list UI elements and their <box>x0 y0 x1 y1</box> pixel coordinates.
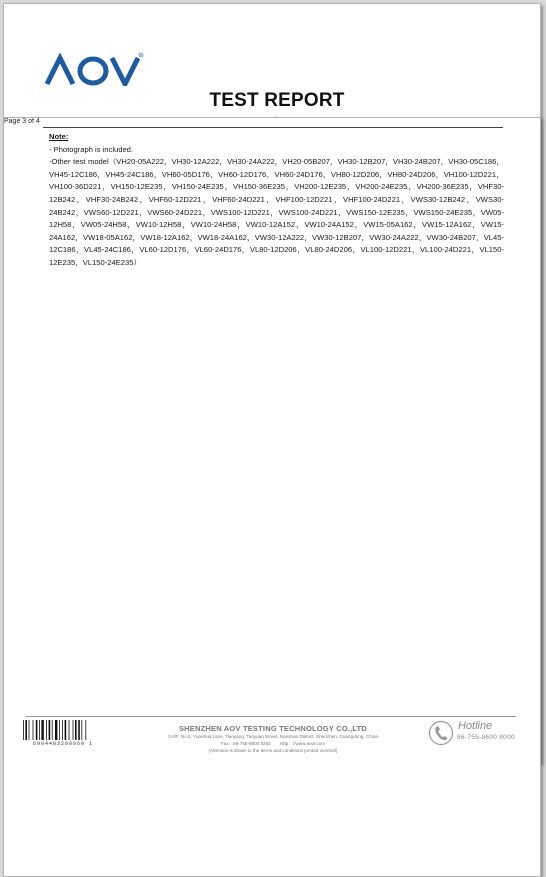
page-indicator: Page 3 of 4 <box>3 117 541 877</box>
aov-logo <box>44 52 144 86</box>
phone-icon <box>428 720 454 746</box>
company-name: SHENZHEN AOV TESTING TECHNOLOGY CO.,LTD <box>178 724 368 733</box>
terms-attention: (Attention is drawn to the terms and conditions printed overleaf) <box>208 748 338 753</box>
barcode-number: 6904403200960 1 <box>32 741 93 747</box>
hotline-number: 86-755-8600 8000 <box>457 734 515 741</box>
photograph-note: - Photograph is included. <box>49 144 134 154</box>
footer-divider <box>26 716 516 717</box>
note-section <box>49 131 504 270</box>
hotline-label: Hotline <box>458 720 493 732</box>
company-contact: Fax：86-755-8600 8282 Http：//www.aovt.com <box>220 741 326 746</box>
other-test-models: -Other test model（VH20-05A222，VH30-12A222，VH30-24A222，VH20-05B207，VH30-12B207，VH30-24B207，VH30-05C186，VH45-12C186，VH45-24C186，VH60-05D176，VH60-12D176，VH60-24D176，VH80-12D206，VH80-24D206，VH100-12D221，VH100-36D221，VH150-12E235，VH150-24E235，VH150-36E235，VH200-12E235，VH200-24E235，VH200-36E235，VHF30-12B242，VHF30-24B242，VHF60-12D221，VHF60-24D221，VHF100-12D221，VHF100-24D221，VWS30-12B242，VWS30-24B242，VWS60-12D221，VWS60-24D221，VWS100-12D221，VWS100-24D221，VWS150-12E235，VWS150-24E235，VW05-12H58，VW05-24H58，VW10-12H58，VW10-24H58，VW10-12A152，VW10-24A152，VW15-05A162，VW15-12A162，VW15-24A162，VW18-05A162，VW18-12A162，VW18-24A162，VW30-12A222，VW30-12B207，VW30-24A222，VW30-24B207，VL45-12C186，VL45-24C186，VL60-12D176，VL60-24D176，VL80-12D206，VL80-24D206，VL100-12D221，VL100-24D221，VL150-12E235，VL150-24E235） <box>49 157 504 267</box>
report-title: TEST REPORT <box>209 90 345 111</box>
company-address: 2-6/F, No.5, Yuanhua Lane, Tianyang, Taoyuan Street, Nanshan District, Shenzhen, Guangdong, China <box>168 734 378 739</box>
svg-text:R: R <box>139 53 143 58</box>
note-label: Note: <box>49 132 69 141</box>
header-divider <box>43 127 503 128</box>
